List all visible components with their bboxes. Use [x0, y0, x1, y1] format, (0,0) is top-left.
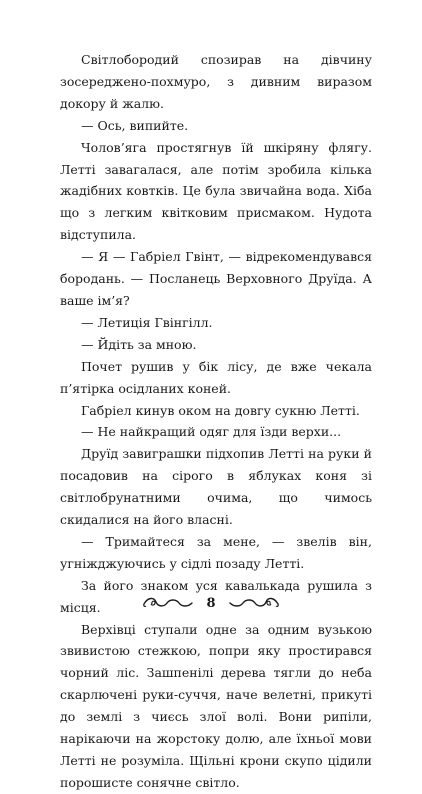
- paragraph: — Я — Габріел Гвінт, — відрекомендувався бородань. — Посланець Верховного Друїда. А ваше ім’я?: [60, 249, 372, 308]
- left-swirl-ornament-icon: [142, 595, 194, 611]
- page-footer: [0, 591, 422, 615]
- page-number: 8: [206, 595, 216, 611]
- body-text: [60, 49, 372, 794]
- paragraph: Друїд завиграшки підхопив Летті на руки й посадовив на сірого в яблуках коня зі світлобрунатними очима, що чимось скидалися на його власні.: [60, 446, 372, 528]
- paragraph: Почет рушив у бік лісу, де вже чекала п’ятірка осідланих коней.: [60, 358, 372, 396]
- paragraph: — Тримайтеся за мене, — звелів він, угніжджуючись у сідлі позаду Летті.: [60, 533, 372, 571]
- paragraph: — Не найкращий одяг для їзди верхи...: [81, 424, 342, 440]
- right-swirl-ornament-icon: [228, 595, 280, 611]
- paragraph: Габріел кинув оком на довгу сукню Летті.: [81, 402, 360, 418]
- paragraph: Чолов’яга простягнув їй шкіряну флягу. Летті завагалася, але потім зробила кілька жадібних ковтків. Це була звичайна вода. Хіба що з легким квітковим присмаком. Нудота відступила.: [60, 139, 372, 243]
- paragraph: Світлобородий спозирав на дівчину зосереджено-похмуро, з дивним виразом докору й жалю.: [60, 52, 372, 111]
- paragraph: — Летиція Гвінгілл.: [81, 314, 213, 330]
- paragraph: За його знаком уся кавалькада рушила з місця.: [60, 577, 372, 615]
- paragraph: — Йдіть за мною.: [81, 336, 197, 352]
- paragraph: Верхівці ступали одне за одним вузькою звивистою стежкою, попри яку простирався чорний ліс. Зашпенілі дерева тягли до неба скарлючені руки-суччя, наче велетні, прикуті до землі з чиєсь злої волі. Вони рипіли, нарікаючи на жорстоку долю, але їхньої мови Летті не розуміла. Щільні крони скупо цідили порошисте сонячне світло.: [60, 621, 372, 790]
- paragraph: — Ось, випийте.: [81, 117, 189, 133]
